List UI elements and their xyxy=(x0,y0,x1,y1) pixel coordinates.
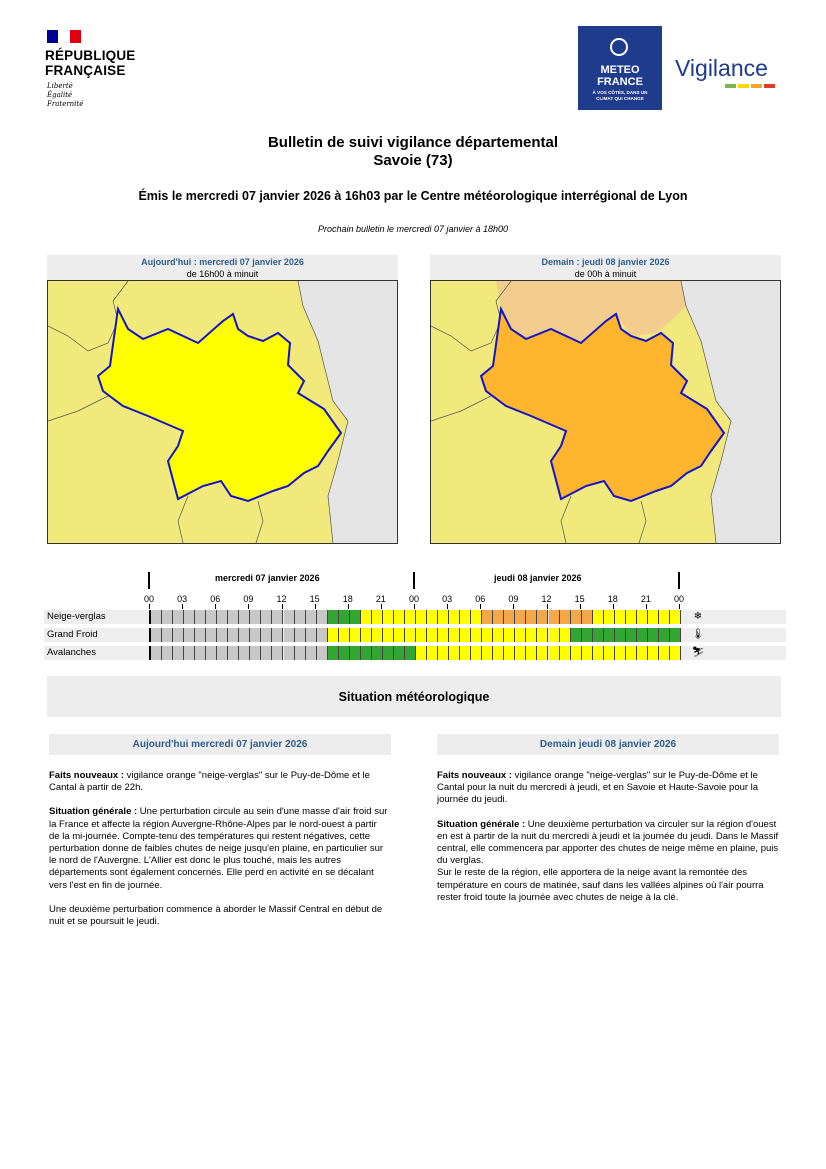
timeline-cell-gray xyxy=(284,646,295,660)
timeline-cell-gray xyxy=(272,610,283,624)
timeline-tick xyxy=(480,604,481,609)
timeline-cell-yellow xyxy=(549,646,560,660)
timeline-cell-gray xyxy=(217,628,228,642)
timeline-cell-yellow xyxy=(438,610,449,624)
timeline-cell-yellow xyxy=(372,628,383,642)
map-today-date: Aujourd'hui : mercredi 07 janvier 2026 xyxy=(141,257,304,267)
timeline-cell-yellow xyxy=(593,610,604,624)
map-today-period: de 16h00 à minuit xyxy=(186,269,259,279)
timeline-cell-yellow xyxy=(416,628,427,642)
timeline-cell-yellow xyxy=(637,646,648,660)
timeline-cell-gray xyxy=(239,610,250,624)
timeline-cell-green xyxy=(615,628,626,642)
timeline-cell-yellow xyxy=(394,610,405,624)
timeline-day-marker xyxy=(148,572,150,589)
timeline-tick xyxy=(447,604,448,609)
timeline-cell-gray xyxy=(295,610,306,624)
timeline-cell-yellow xyxy=(526,628,537,642)
timeline-cell-yellow xyxy=(449,646,460,660)
avalanche-icon: ⛷ xyxy=(691,647,705,658)
timeline-cell-green xyxy=(339,610,350,624)
timeline-cell-green xyxy=(372,646,383,660)
timeline-cell-gray xyxy=(250,646,261,660)
situation-title: Situation météorologique xyxy=(47,676,781,717)
timeline-cell-gray xyxy=(162,610,173,624)
timeline-cell-yellow xyxy=(560,646,571,660)
timeline-tick xyxy=(215,604,216,609)
today-facts-label: Faits nouveaux : xyxy=(49,770,124,781)
timeline-cell-orange xyxy=(549,610,560,624)
timeline-cell-yellow xyxy=(482,646,493,660)
timeline-day2-label: jeudi 08 janvier 2026 xyxy=(494,573,582,583)
timeline-cell-green xyxy=(648,628,659,642)
timeline-cell-gray xyxy=(306,610,317,624)
snow-ice-icon: ❄ xyxy=(693,611,703,622)
timeline-cell-yellow xyxy=(405,628,416,642)
today-general-label: Situation générale : xyxy=(49,806,138,818)
vigilance-logo-text: Vigilance xyxy=(675,55,768,81)
timeline-tick xyxy=(348,604,349,609)
timeline-tick xyxy=(149,604,150,609)
timeline-cell-green xyxy=(637,628,648,642)
timeline-tick xyxy=(248,604,249,609)
timeline-cell-green xyxy=(361,646,372,660)
timeline-cell-yellow xyxy=(504,646,515,660)
timeline-cell-orange xyxy=(504,610,515,624)
timeline-cell-green xyxy=(383,646,394,660)
timeline-cell-gray xyxy=(206,628,217,642)
timeline-cell-gray xyxy=(261,610,272,624)
timeline-hour-label: 00 xyxy=(143,594,154,604)
timeline-cell-gray xyxy=(284,628,295,642)
tomorrow-extra: Sur le reste de la région, elle apportera de la neige avant la remontée des température en cours de matinée, sauf dans les vallées alpines où l'air pourra rester froid toute la journée avec chutes de neige à la clé. xyxy=(437,867,764,903)
timeline-cell-gray xyxy=(239,646,250,660)
timeline-cell-orange xyxy=(582,610,593,624)
timeline-hour-label: 00 xyxy=(673,594,684,604)
map-today-header xyxy=(47,255,398,280)
timeline-hour-label: 06 xyxy=(210,594,221,604)
today-extra: Une deuxième perturbation commence à aborder le Massif Central en début de nuit et se poursuit le jeudi. xyxy=(49,903,383,928)
timeline-cell-gray xyxy=(184,610,195,624)
timeline-cell-green xyxy=(394,646,405,660)
timeline-tick xyxy=(381,604,382,609)
timeline-cell-yellow xyxy=(526,646,537,660)
timeline-cell-yellow xyxy=(560,628,571,642)
meteo-france-tagline: À VOS CÔTÉS, DANS UN CLIMAT QUI CHANGE xyxy=(592,90,648,101)
timeline-cell-gray xyxy=(195,610,206,624)
timeline-cell-yellow xyxy=(648,646,659,660)
flag-blue-band xyxy=(47,30,58,43)
timeline-cell-orange xyxy=(571,610,582,624)
timeline-cell-yellow xyxy=(571,646,582,660)
issued-line: Émis le mercredi 07 janvier 2026 à 16h03 par le Centre météorologique interrégional de Lyon xyxy=(138,189,688,203)
timeline-cell-orange xyxy=(560,610,571,624)
timeline-cell-gray xyxy=(272,646,283,660)
timeline-cell-yellow xyxy=(372,610,383,624)
timeline-cell-yellow xyxy=(670,610,681,624)
timeline-cell-yellow xyxy=(449,628,460,642)
timeline-cell-yellow xyxy=(493,628,504,642)
bulletin-title: Bulletin de suivi vigilance départemental xyxy=(267,134,559,151)
timeline-cell-gray xyxy=(184,628,195,642)
timeline-hour-label: 03 xyxy=(177,594,188,604)
timeline-cell-gray xyxy=(195,628,206,642)
timeline-cell-green xyxy=(328,646,339,660)
today-heading: Aujourd'hui mercredi 07 janvier 2026 xyxy=(49,734,391,755)
timeline-cell-yellow xyxy=(670,646,681,660)
timeline-hour-label: 12 xyxy=(276,594,287,604)
timeline-cell-green xyxy=(582,628,593,642)
timeline-bar xyxy=(149,646,679,660)
timeline-hour-label: 18 xyxy=(607,594,618,604)
timeline-cell-green xyxy=(626,628,637,642)
tomorrow-general-label: Situation générale : xyxy=(437,818,526,830)
map-tomorrow-period: de 00h à minuit xyxy=(574,269,637,279)
tomorrow-general xyxy=(437,819,779,868)
timeline-hour-label: 03 xyxy=(442,594,453,604)
timeline-cell-yellow xyxy=(537,628,548,642)
timeline-cell-gray xyxy=(317,646,328,660)
timeline-cell-yellow xyxy=(460,628,471,642)
flag-white-band xyxy=(58,30,69,43)
timeline-cell-orange xyxy=(482,610,493,624)
timeline-cell-green xyxy=(405,646,416,660)
timeline-cell-gray xyxy=(184,646,195,660)
timeline-cell-gray xyxy=(317,610,328,624)
next-bulletin-line: Prochain bulletin le mercredi 07 janvier à 18h00 xyxy=(317,224,509,234)
timeline-tick xyxy=(679,604,680,609)
meteo-france-name: METEO FRANCE xyxy=(597,64,643,88)
timeline-cell-yellow xyxy=(416,610,427,624)
timeline-hour-label: 15 xyxy=(574,594,585,604)
timeline-tick xyxy=(613,604,614,609)
timeline-hour-label: 00 xyxy=(408,594,419,604)
timeline-row-label: Neige-verglas xyxy=(47,611,106,622)
timeline-cell-gray xyxy=(173,628,184,642)
timeline-day1-label: mercredi 07 janvier 2026 xyxy=(215,573,320,583)
map-tomorrow xyxy=(430,280,781,544)
timeline-cell-yellow xyxy=(460,610,471,624)
timeline-cell-gray xyxy=(228,628,239,642)
timeline-cell-yellow xyxy=(582,646,593,660)
timeline-cell-gray xyxy=(261,646,272,660)
timeline-cell-yellow xyxy=(471,610,482,624)
vigilance-color-bar xyxy=(725,84,775,88)
timeline-cell-yellow xyxy=(471,628,482,642)
timeline-cell-yellow xyxy=(438,628,449,642)
timeline-tick xyxy=(315,604,316,609)
timeline-cell-yellow xyxy=(659,610,670,624)
republique-motto: Liberté Égalité Fraternité xyxy=(47,82,84,108)
timeline-cell-yellow xyxy=(339,628,350,642)
timeline-cell-yellow xyxy=(626,646,637,660)
timeline-cell-gray xyxy=(239,628,250,642)
timeline-cell-yellow xyxy=(427,610,438,624)
today-facts xyxy=(49,770,389,794)
timeline-cell-green xyxy=(593,628,604,642)
vigilance-red-swatch xyxy=(764,84,775,88)
republique-flag xyxy=(47,30,81,43)
timeline-cell-gray xyxy=(317,628,328,642)
timeline-cell-orange xyxy=(526,610,537,624)
map-today xyxy=(47,280,398,544)
timeline-cell-yellow xyxy=(504,628,515,642)
tomorrow-general-text: Une deuxième perturbation va circuler sur la région d'ouest en est à partir de la nuit du mercredi à jeudi et la journée du jeudi. Dans le Massif central, elle commencera par apporter des chutes de neige même en plaine, puis du verglas. xyxy=(437,818,779,867)
timeline-cell-yellow xyxy=(493,646,504,660)
timeline-cell-yellow xyxy=(604,646,615,660)
timeline-cell-gray xyxy=(162,646,173,660)
timeline-cell-yellow xyxy=(515,646,526,660)
timeline-cell-yellow xyxy=(328,628,339,642)
timeline-cell-gray xyxy=(228,646,239,660)
timeline-cell-yellow xyxy=(460,646,471,660)
timeline-hour-label: 06 xyxy=(475,594,486,604)
timeline-cell-orange xyxy=(537,610,548,624)
timeline-cell-green xyxy=(604,628,615,642)
timeline-tick xyxy=(547,604,548,609)
meteo-france-logo xyxy=(578,26,662,110)
timeline-cell-yellow xyxy=(383,610,394,624)
timeline-cell-gray xyxy=(206,646,217,660)
timeline-tick xyxy=(580,604,581,609)
tomorrow-facts-text: vigilance orange "neige-verglas" sur le Puy-de-Dôme et le Cantal pour la nuit du mercredi à jeudi, et en Savoie et Haute-Savoie pour la journée du jeudi. xyxy=(437,770,759,806)
timeline-cell-green xyxy=(571,628,582,642)
tomorrow-heading: Demain jeudi 08 janvier 2026 xyxy=(437,734,779,755)
timeline-day-marker xyxy=(678,572,680,589)
timeline-hour-label: 21 xyxy=(375,594,386,604)
timeline-cell-gray xyxy=(173,610,184,624)
timeline-cell-gray xyxy=(250,628,261,642)
timeline-cell-yellow xyxy=(361,610,372,624)
timeline-cell-gray xyxy=(162,628,173,642)
timeline-cell-yellow xyxy=(537,646,548,660)
timeline-cell-yellow xyxy=(350,628,361,642)
timeline-cell-gray xyxy=(306,646,317,660)
timeline-tick xyxy=(414,604,415,609)
vigilance-green-swatch xyxy=(725,84,736,88)
today-general xyxy=(49,806,389,891)
timeline-hour-label: 09 xyxy=(508,594,519,604)
globe-icon xyxy=(610,38,628,56)
timeline-cell-yellow xyxy=(438,646,449,660)
timeline-cell-gray xyxy=(195,646,206,660)
timeline-cell-yellow xyxy=(471,646,482,660)
timeline-cell-yellow xyxy=(615,646,626,660)
timeline-cell-yellow xyxy=(515,628,526,642)
timeline-cell-green xyxy=(339,646,350,660)
timeline-cell-yellow xyxy=(383,628,394,642)
timeline-bar xyxy=(149,610,679,624)
department-name: Savoie (73) xyxy=(373,152,453,169)
timeline-cell-green xyxy=(328,610,339,624)
timeline-cell-yellow xyxy=(648,610,659,624)
timeline-tick xyxy=(182,604,183,609)
timeline-cell-green xyxy=(350,610,361,624)
timeline-cell-gray xyxy=(295,628,306,642)
timeline-hour-label: 18 xyxy=(342,594,353,604)
timeline-cell-yellow xyxy=(659,646,670,660)
timeline-cell-yellow xyxy=(361,628,372,642)
today-general-text: Une perturbation circule au sein d'une masse d'air froid sur la France et affecte la région Auvergne-Rhône-Alpes par le nord-ouest à partir de la mi-journée. Compte-tenu des températures qui restent négatives, cette perturbation donne de faibles chutes de neige jusqu'en plaine, en particulier sur le nord de l'Auvergne. L'Allier est donc le plus touché, mais les autres départements sont également concernés. Elle perd en activité en se décalant vers l'est en fin de journée. xyxy=(49,806,388,891)
flag-red-band xyxy=(70,30,81,43)
timeline-cell-yellow xyxy=(604,610,615,624)
timeline-day-marker xyxy=(413,572,415,589)
timeline-cell-gray xyxy=(284,610,295,624)
timeline-hour-label: 21 xyxy=(640,594,651,604)
today-text xyxy=(49,770,389,940)
tomorrow-facts xyxy=(437,770,779,807)
timeline-tick xyxy=(282,604,283,609)
timeline-cell-gray xyxy=(151,610,162,624)
timeline-cell-yellow xyxy=(615,610,626,624)
timeline-cell-yellow xyxy=(593,646,604,660)
timeline-row-label: Avalanches xyxy=(47,647,96,658)
map-tomorrow-date: Demain : jeudi 08 janvier 2026 xyxy=(541,257,670,267)
timeline-tick xyxy=(646,604,647,609)
timeline-cell-gray xyxy=(228,610,239,624)
timeline-cell-green xyxy=(659,628,670,642)
vigilance-yellow-swatch xyxy=(738,84,749,88)
timeline-hour-label: 12 xyxy=(541,594,552,604)
timeline-cell-yellow xyxy=(427,646,438,660)
timeline-cell-yellow xyxy=(449,610,460,624)
tomorrow-text xyxy=(437,770,779,916)
timeline-cell-gray xyxy=(261,628,272,642)
timeline-cell-gray xyxy=(173,646,184,660)
republique-francaise-title: RÉPUBLIQUE FRANÇAISE xyxy=(45,48,136,78)
today-facts-text: vigilance orange "neige-verglas" sur le Puy-de-Dôme et le Cantal à partir de 22h. xyxy=(49,770,370,794)
timeline-cell-gray xyxy=(151,646,162,660)
timeline-cell-green xyxy=(670,628,681,642)
map-tomorrow-header xyxy=(430,255,781,280)
timeline-hour-label: 09 xyxy=(243,594,254,604)
timeline-cell-green xyxy=(350,646,361,660)
timeline-cell-gray xyxy=(306,628,317,642)
thermometer-icon: 🌡 xyxy=(691,629,705,640)
timeline-cell-gray xyxy=(206,610,217,624)
timeline-row-label: Grand Froid xyxy=(47,629,98,640)
vigilance-orange-swatch xyxy=(751,84,762,88)
timeline-hour-label: 15 xyxy=(309,594,320,604)
timeline-cell-gray xyxy=(272,628,283,642)
timeline-cell-orange xyxy=(493,610,504,624)
timeline-cell-yellow xyxy=(405,610,416,624)
timeline-cell-yellow xyxy=(637,610,648,624)
timeline-cell-yellow xyxy=(394,628,405,642)
timeline-cell-yellow xyxy=(549,628,560,642)
timeline-cell-gray xyxy=(217,646,228,660)
timeline-cell-gray xyxy=(250,610,261,624)
timeline-cell-orange xyxy=(515,610,526,624)
timeline-cell-yellow xyxy=(626,610,637,624)
timeline-cell-gray xyxy=(295,646,306,660)
timeline-cell-yellow xyxy=(427,628,438,642)
timeline-cell-gray xyxy=(217,610,228,624)
timeline-tick xyxy=(513,604,514,609)
timeline-cell-gray xyxy=(151,628,162,642)
timeline-cell-yellow xyxy=(482,628,493,642)
tomorrow-facts-label: Faits nouveaux : xyxy=(437,770,512,781)
timeline-cell-yellow xyxy=(416,646,427,660)
timeline-bar xyxy=(149,628,679,642)
bulletin-title-block xyxy=(0,134,826,170)
